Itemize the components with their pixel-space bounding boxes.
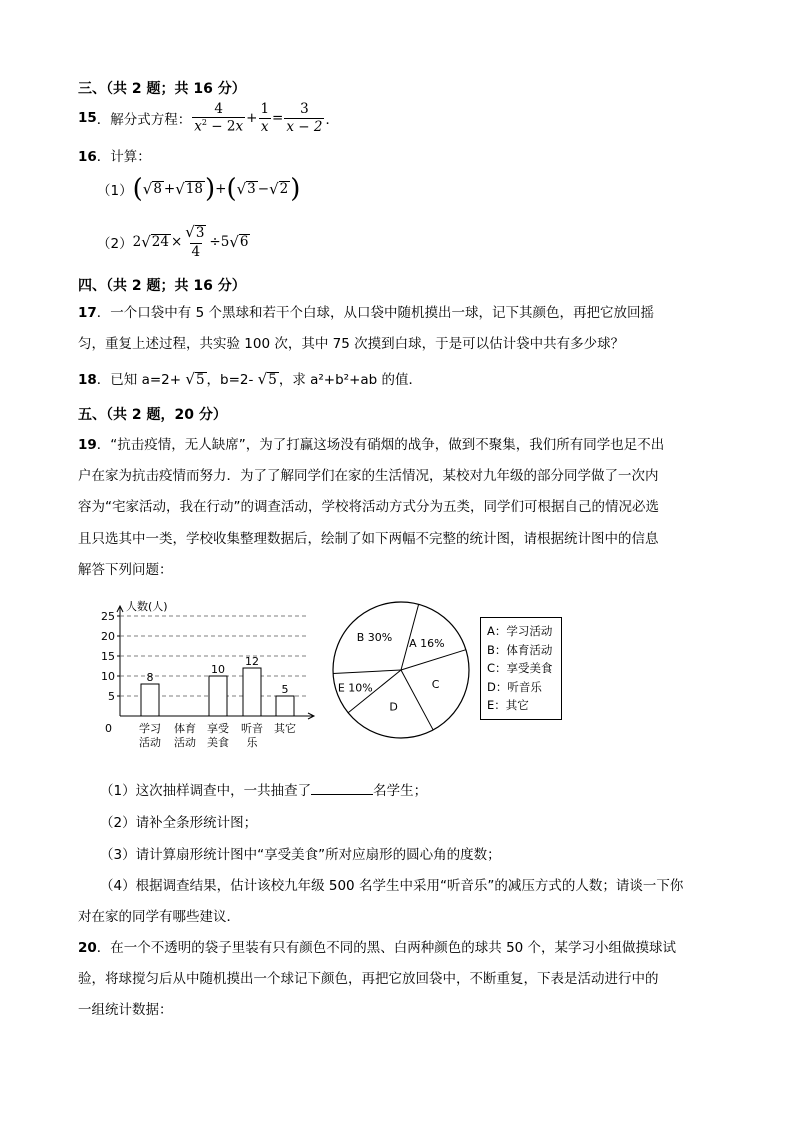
section-3-header: 三、（共 2 题；共 16 分） [78,81,246,97]
bar-value-label: 12 [245,655,259,668]
fraction-2: $\frac{1}{x}$ [260,101,270,135]
bar [243,668,261,716]
question-20-line-2: 验，将球搅匀后从中随机摸出一个球记下颜色，再把它放回袋中，不断重复，下表是活动进行中的 [78,971,659,987]
x-tick-label: 活动 [174,736,196,749]
legend-item: C：享受美食 [487,661,553,675]
y-tick-label: 0 [105,722,112,735]
pie-chart [326,592,476,752]
question-19-sub-4-line-1: （4）根据调查结果，估计该校九年级 500 名学生中采用“听音乐”的减压方式的人数；请谈一下你 [100,878,684,894]
x-tick-label: 学习 [139,722,161,735]
question-19-line-5: 解答下列问题： [78,562,173,578]
answer-blank[interactable] [311,781,373,795]
question-16-part-1: （1） ( √ 8 + √ 18 ) + ( √ 3 − √ 2 ) [97,174,301,204]
question-19-sub-4-line-2: 对在家的同学有哪些建议． [78,909,240,925]
question-number: 15 [78,110,97,126]
x-tick-label: 其它 [274,722,296,735]
bar-chart [88,592,328,764]
question-17-line-1: 17．一个口袋中有 5 个黑球和若干个白球，从口袋中随机摸出一球，记下其颜色，再把它放回摇 [78,305,654,321]
question-text: ．解分式方程： [96,112,192,128]
part-label: （1） [97,183,133,199]
question-18: 18．已知 a=2+ √5 ，b=2- √5 ，求 a²+b²+ab 的值． [78,370,423,388]
question-19-sub-3: （3）请计算扇形统计图中“享受美食”所对应扇形的圆心角的度数； [100,847,501,863]
question-number: 18 [78,372,97,388]
y-tick-label: 10 [101,670,115,683]
question-20-line-1: 20．在一个不透明的袋子里装有只有颜色不同的黑、白两种颜色的球共 50 个，某学习小组做摸球试 [78,940,677,956]
bar [141,684,159,716]
pie-slice-label: E 10% [337,681,373,695]
fraction-1: $\frac{4}{x^2 - 2x}$ [194,101,244,135]
question-15: 15 ．解分式方程： $\frac{4}{x^2 - 2x}$ + $\frac{1}{x}$ = $\frac{3}{x - 2}$ ． [78,101,339,135]
question-16-part-2: （2） 2 √ 24 × $\frac{√3}{4}$ ÷ 5 √ 6 [97,223,249,260]
legend-item: E：其它 [487,698,529,712]
question-19-line-1: 19．“抗击疫情，无人缺席”，为了打赢这场没有硝烟的战争，做到不聚集，我们所有同学也足不出 [78,437,665,453]
bar-value-label: 8 [146,671,154,684]
y-axis-label: 人数(人) [126,600,168,613]
legend-item: A：学习活动 [487,624,553,638]
question-number: 17 [78,305,97,321]
question-number: 19 [78,437,97,453]
bar-value-label: 5 [281,683,289,696]
question-number: 20 [78,940,97,956]
sqrt-fraction: $\frac{√3}{4}$ [185,223,205,260]
bar [276,696,294,716]
question-16 [78,145,151,165]
x-tick-label: 听音 [241,722,263,735]
x-tick-label: 体育 [174,722,196,735]
question-19-line-4: 且只选其中一类，学校收集整理数据后，绘制了如下两幅不完整的统计图，请根据统计图中的信息 [78,531,659,547]
legend-item: B：体育活动 [487,642,553,657]
question-19-line-3: 容为“宅家活动，我在行动”的调查活动，学校将活动方式分为五类，同学们可根据自己的情况必选 [78,499,659,515]
pie-slice-label: D [389,700,398,714]
section-5-header: 五、（共 2 题，20 分） [78,407,227,423]
question-19-line-2: 户在家为抗击疫情而努力．为了了解同学们在家的生活情况，某校对九年级的部分同学做了一次内 [78,468,659,484]
question-19-sub-2: （2）请补全条形统计图； [100,815,258,831]
legend-item: D：听音乐 [487,679,542,694]
x-tick-label: 享受 [207,722,229,735]
pie-slice-label: C [431,678,440,692]
pie-legend [480,617,562,720]
question-17-line-2: 匀，重复上述过程，共实验 100 次，其中 75 次摸到白球，于是可以估计袋中共有多少球？ [78,336,625,352]
part-label: （2） [97,236,133,252]
question-text: ．计算： [96,149,151,165]
fraction-3: $\frac{3}{x - 2}$ [286,101,323,135]
y-tick-label: 25 [101,610,115,623]
x-tick-label: 乐 [246,736,258,749]
question-number: 16 [78,149,97,165]
bar-value-label: 10 [211,663,225,676]
y-tick-label: 5 [108,690,115,703]
pie-slice-label: A 16% [409,637,445,651]
x-tick-label: 美食 [207,736,229,749]
question-19-sub-1: （1）这次抽样调查中，一共抽查了 名学生； [100,783,428,799]
question-20-line-3: 一组统计数据： [78,1002,173,1018]
y-tick-label: 20 [101,630,115,643]
x-tick-label: 活动 [139,736,161,749]
pie-slice-label: B 30% [356,631,393,645]
section-4-header: 四、（共 2 题；共 16 分） [78,278,246,294]
y-tick-label: 15 [101,650,115,663]
bar [209,676,227,716]
